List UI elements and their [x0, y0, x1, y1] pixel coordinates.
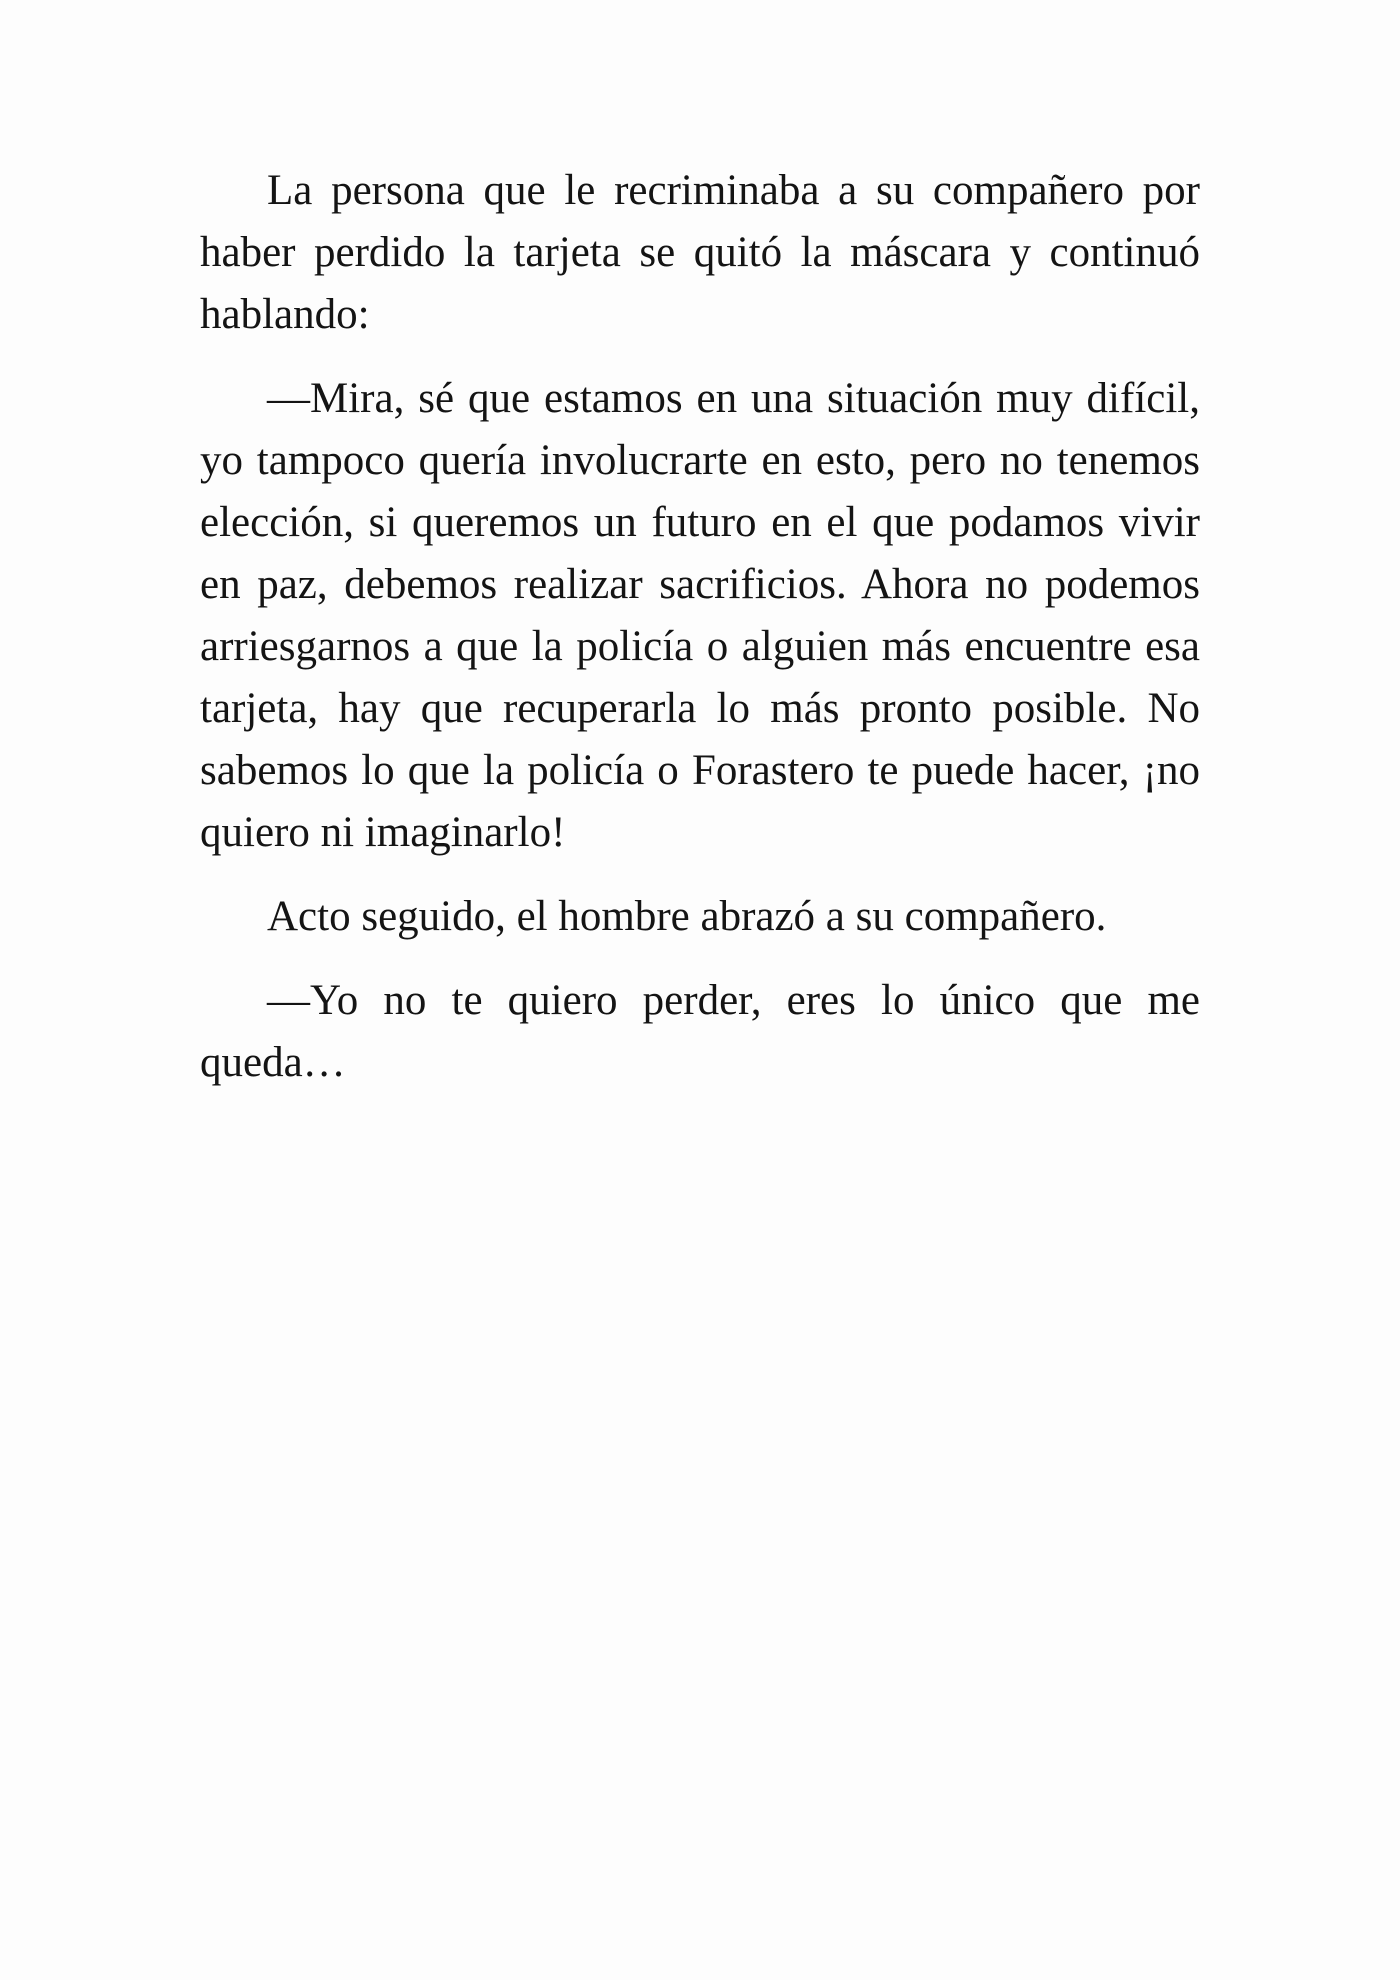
book-page	[200, 160, 1200, 1094]
paragraph-narration-mask: La persona que le recriminaba a su compañero por haber perdido la tarjeta se quitó la máscara y continuó hablando:	[200, 167, 1200, 338]
paragraph-dialogue-perder: —Yo no te quiero perder, eres lo único que me queda…	[200, 977, 1200, 1086]
paragraph-narration-embrace: Acto seguido, el hombre abrazó a su compañero.	[267, 893, 1107, 940]
paragraph-dialogue-mira: —Mira, sé que estamos en una situación muy difícil, yo tampoco quería involucrarte en esto, pero no tenemos elección, si queremos un futuro en el que podamos vivir en paz, debemos realizar sacrificios. Ahora no podemos arriesgarnos a que la policía o alguien más encuentre esa tarjeta, hay que recuperarla lo más pronto posible. No sabemos lo que la policía o Forastero te puede hacer, ¡no quiero ni imaginarlo!	[200, 375, 1200, 856]
